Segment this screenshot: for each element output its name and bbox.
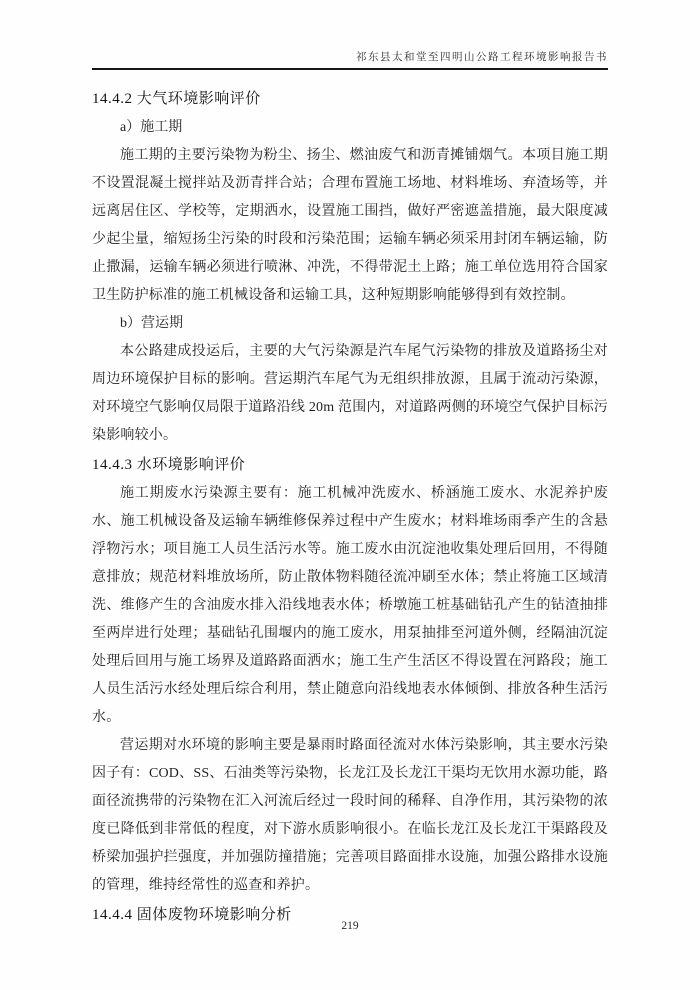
- section-heading-14-4-3: 14.4.3 水环境影响评价: [92, 457, 246, 473]
- page-body: [92, 84, 608, 930]
- paragraph-operation-water-impact: 营运期对水环境的影响主要是暴雨时路面径流对水体污染影响，其主要水污染因子有：COD、SS、石油类等污染物，长龙江及长龙江干渠均无饮用水源功能，路面径流携带的污染物在汇入河流后经过一段时间的稀释、自净作用，其污染物的浓度已降低到非常低的程度，对下游水质影响很小。在临长龙江及长龙江干渠路段及桥梁加强护拦强度，并加强防撞措施；完善项目路面排水设施，加强公路排水设施的管理，维持经常性的巡查和养护。: [92, 738, 608, 893]
- section-heading-14-4-2: 14.4.2 大气环境影响评价: [92, 91, 261, 107]
- subitem-a-construction-period: a）施工期: [120, 120, 183, 135]
- section-heading-14-4-4: 14.4.4 固体废物环境影响分析: [92, 907, 292, 923]
- subitem-b-operation-period: b）营运期: [120, 316, 183, 331]
- page-number: 219: [341, 920, 359, 932]
- paragraph-operation-air-impact: 本公路建成投运后，主要的大气污染源是汽车尾气污染物的排放及道路扬尘对周边环境保护目标的影响。营运期汽车尾气为无组织排放源，且属于流动污染源，对环境空气影响仅局限于道路沿线 20m 范围内，对道路两侧的环境空气保护目标污染影响较小。: [92, 344, 608, 443]
- paragraph-construction-water-impact: 施工期废水污染源主要有：施工机械冲洗废水、桥涵施工废水、水泥养护废水、施工机械设备及运输车辆维修保养过程中产生废水；材料堆场雨季产生的含悬浮物污水；项目施工人员生活污水等。施工废水由沉淀池收集处理后回用，不得随意排放；规范材料堆放场所，防止散体物料随径流冲刷至水体；禁止将施工区域清洗、维修产生的含油废水排入沿线地表水体；桥墩施工桩基础钻孔产生的钻渣抽排至两岸进行处理；基础钻孔围堰内的施工废水，用泵抽排至河道外侧，经隔油沉淀处理后回用与施工场界及道路路面洒水；施工生产生活区不得设置在河路段；施工人员生活污水经处理后综合利用，禁止随意向沿线地表水体倾倒、排放各种生活污水。: [92, 486, 608, 725]
- paragraph-construction-air-impact: 施工期的主要污染物为粉尘、扬尘、燃油废气和沥青摊铺烟气。本项目施工期不设置混凝土搅拌站及沥青拌合站；合理布置施工场地、材料堆场、弃渣场等，并远离居住区、学校等，定期洒水，设置施工围挡，做好严密遮盖措施，最大限度减少起尘量，缩短扬尘污染的时段和污染范围；运输车辆必须采用封闭车辆运输，防止撒漏，运输车辆必须进行喷淋、冲洗，不得带泥土上路；施工单位选用符合国家卫生防护标准的施工机械设备和运输工具，这种短期影响能够得到有效控制。: [92, 148, 608, 303]
- running-header-title: 祁东县太和堂至四明山公路工程环境影响报告书: [92, 49, 608, 70]
